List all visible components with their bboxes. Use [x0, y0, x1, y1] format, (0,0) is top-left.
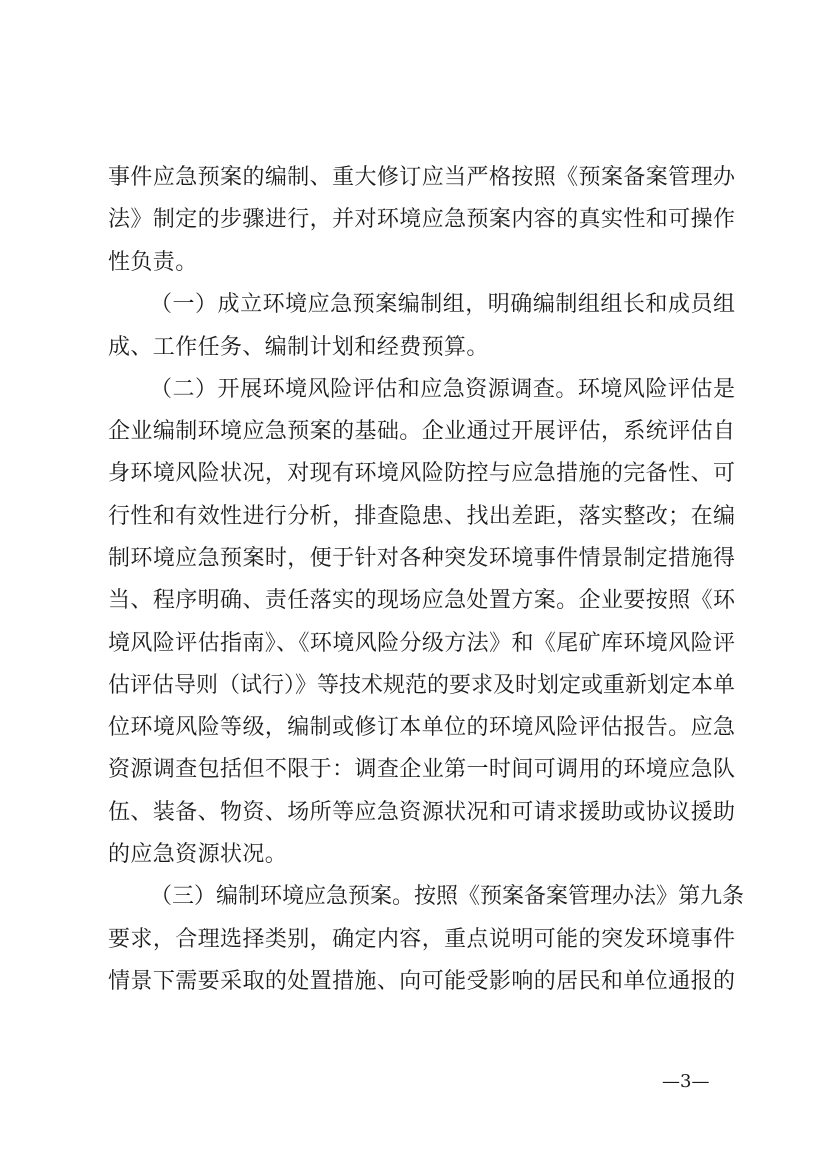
text-line: 情景下需要采取的处置措施、向可能受影响的居民和单位通报的 [108, 969, 735, 994]
text-line: 事件应急预案的编制、重大修订应当严格按照《预案备案管理办 [108, 165, 735, 190]
text-line: （三）编制环境应急预案。按照《预案备案管理办法》第九条 [150, 884, 745, 909]
text-line: 行性和有效性进行分析，排查隐患、找出差距，落实整改；在编 [108, 504, 735, 529]
text-line: 法》制定的步骤进行，并对环境应急预案内容的真实性和可操作 [108, 207, 735, 232]
text-line: 制环境应急预案时，便于针对各种突发环境事件情景制定措施得 [108, 546, 735, 571]
text-line: （二）开展环境风险评估和应急资源调查。环境风险评估是 [150, 377, 735, 402]
page-number: —3— [662, 1071, 710, 1092]
text-line: 估评估导则（试行）》等技术规范的要求及时划定或重新划定本单 [108, 673, 736, 698]
text-line: （一）成立环境应急预案编制组，明确编制组组长和成员组 [150, 292, 735, 317]
text-line: 位环境风险等级，编制或修订本单位的环境风险评估报告。应急 [108, 715, 735, 740]
text-line: 的应急资源状况。 [108, 842, 288, 867]
text-line: 资源调查包括但不限于：调查企业第一时间可调用的环境应急队 [108, 757, 735, 782]
text-line: 伍、装备、物资、场所等应急资源状况和可请求援助或协议援助 [108, 800, 735, 825]
text-line: 性负责。 [108, 250, 198, 275]
text-line: 成、工作任务、编制计划和经费预算。 [108, 335, 489, 360]
text-line: 企业编制环境应急预案的基础。企业通过开展评估，系统评估自 [108, 419, 735, 444]
text-line: 当、程序明确、责任落实的现场应急处置方案。企业要按照《环 [108, 588, 735, 613]
text-line: 境风险评估指南》、《环境风险分级方法》和《尾矿库环境风险评 [108, 631, 735, 656]
text-line: 身环境风险状况，对现有环境风险防控与应急措施的完备性、可 [108, 461, 735, 486]
text-line: 要求，合理选择类别，确定内容，重点说明可能的突发环境事件 [108, 927, 735, 952]
